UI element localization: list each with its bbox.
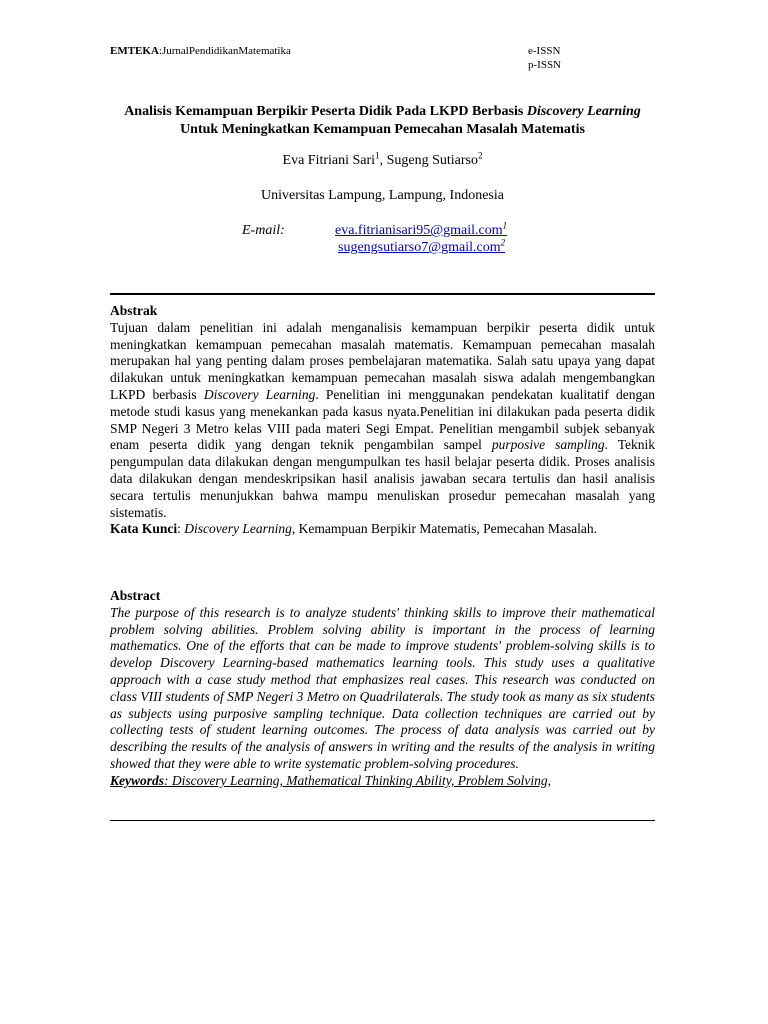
- author-1: Eva Fitriani Sari: [282, 153, 376, 168]
- journal-name-bold: EMTEKA: [110, 45, 159, 57]
- title-italic: Discovery Learning: [526, 104, 641, 119]
- title-part2: Untuk Meningkatkan Kemampuan Pemecahan Masalah Matematis: [180, 122, 585, 137]
- affiliation: Universitas Lampung, Lampung, Indonesia: [260, 188, 504, 203]
- author-2: Sugeng Sutiarso: [386, 153, 478, 168]
- abstrak-text-3: . Teknik pengumpulan data dilakukan dengan mengumpulkan tes hasil belajar peserta didik. Proses analisis data dilakukan dengan mendeskripsikan hasil analisis jawaban secara tertulis dan hasil analisis secara tertulis menunjukkan bahwa mampu menuliskan prosedur pemecahan masalah yang sistematis.: [110, 437, 655, 520]
- abstrak-body: [110, 320, 655, 522]
- email-address-2: sugengsutiarso7@gmail.com: [338, 240, 501, 255]
- kata-kunci-label: Kata Kunci: [110, 521, 178, 537]
- abstrak-text-2: . Penelitian ini menggunakan pendekatan kualitatif dengan metode studi kasus yang menekankan pada kasus nyata.Penelitian ini dilakukan pada peserta didik SMP Negeri 3 Metro kelas VIII pada materi Segi Empat. Penelitian mengambil subjek sebanyak enam peserta didik yang dengan teknik pengambilan sampel: [110, 386, 656, 453]
- email-addresses: [335, 222, 507, 256]
- top-divider: [110, 293, 655, 295]
- author-separator: ,: [379, 153, 387, 168]
- eissn-label: e-ISSN: [528, 45, 561, 57]
- abstract-body: The purpose of this research is to analyze students' thinking skills to improve their mathematical problem solving abilities. Problem solving ability is important in the process of learning mathematics. One of the efforts that can be made to improve students' problem-solving skills is to develop Discovery Learning-based mathematics learning tools. This study uses a qualitative approach with a case study method that emphasizes real cases. This research was conducted on class VIII students of SMP Negeri 3 Metro on Quadrilaterals. The study took as many as six students as subjects using purposive sampling technique. Data collection techniques are carried out by collecting tests of student learning outcomes. The process of data analysis was carried out by describing the results of the analysis of answers in writing and the results of the analysis in writing showed that they were able to write systematic problem-solving procedures.: [110, 604, 655, 771]
- abstrak-heading: Abstrak: [110, 303, 158, 318]
- keywords-text: : Discovery Learning, Mathematical Thinking Ability, Problem Solving,: [164, 772, 551, 788]
- title-part1: Analisis Kemampuan Berpikir Peserta Didik Pada LKPD Berbasis: [124, 104, 527, 119]
- pissn-label: p-ISSN: [528, 59, 562, 71]
- email-1-sup: 1: [502, 220, 508, 231]
- email-label: E-mail:: [242, 223, 285, 238]
- journal-name: [110, 44, 291, 58]
- keywords-line: [110, 773, 655, 790]
- abstrak-text-1: Tujuan dalam penelitian ini adalah menganalisis kemampuan berpikir peserta didik untuk meningkatkan kemampuan pemecahan masalah matematis. Kemampuan pemecahan masalah merupakan hal yang penting dalam proses pembelajaran matematika. Salah satu upaya yang dapat dilakukan untuk meningkatkan kemampuan pemecahan masalah siswa adalah mengembangkan LKPD berbasis: [110, 319, 655, 402]
- paper-title: [110, 103, 655, 139]
- abstract-section: [110, 588, 655, 790]
- paper-page: [110, 0, 655, 1024]
- email-link-1[interactable]: [335, 222, 507, 239]
- kata-kunci-rest: , Kemampuan Berpikir Matematis, Pemecahan Masalah.: [291, 521, 598, 537]
- kata-kunci-italic: Discovery Learning: [184, 521, 292, 537]
- author-2-sup: 2: [477, 150, 483, 161]
- abstract-heading: Abstract: [110, 588, 161, 603]
- keywords-label: Keywords: [110, 772, 164, 788]
- issn-block: [528, 44, 561, 72]
- email-2-sup: 2: [500, 237, 506, 248]
- journal-name-rest: :JurnalPendidikanMatematika: [158, 45, 291, 57]
- abstrak-italic-1: Discovery Learning: [203, 386, 316, 402]
- author-1-sup: 1: [375, 150, 380, 161]
- abstrak-italic-2: purposive sampling: [491, 437, 605, 453]
- author-list: [110, 152, 655, 170]
- email-link-2[interactable]: [335, 239, 507, 256]
- kata-kunci-colon: :: [177, 521, 185, 537]
- bottom-divider: [110, 820, 655, 821]
- email-address-1: eva.fitrianisari95@gmail.com: [335, 223, 503, 238]
- kata-kunci: [110, 521, 655, 538]
- abstrak-section: [110, 303, 655, 538]
